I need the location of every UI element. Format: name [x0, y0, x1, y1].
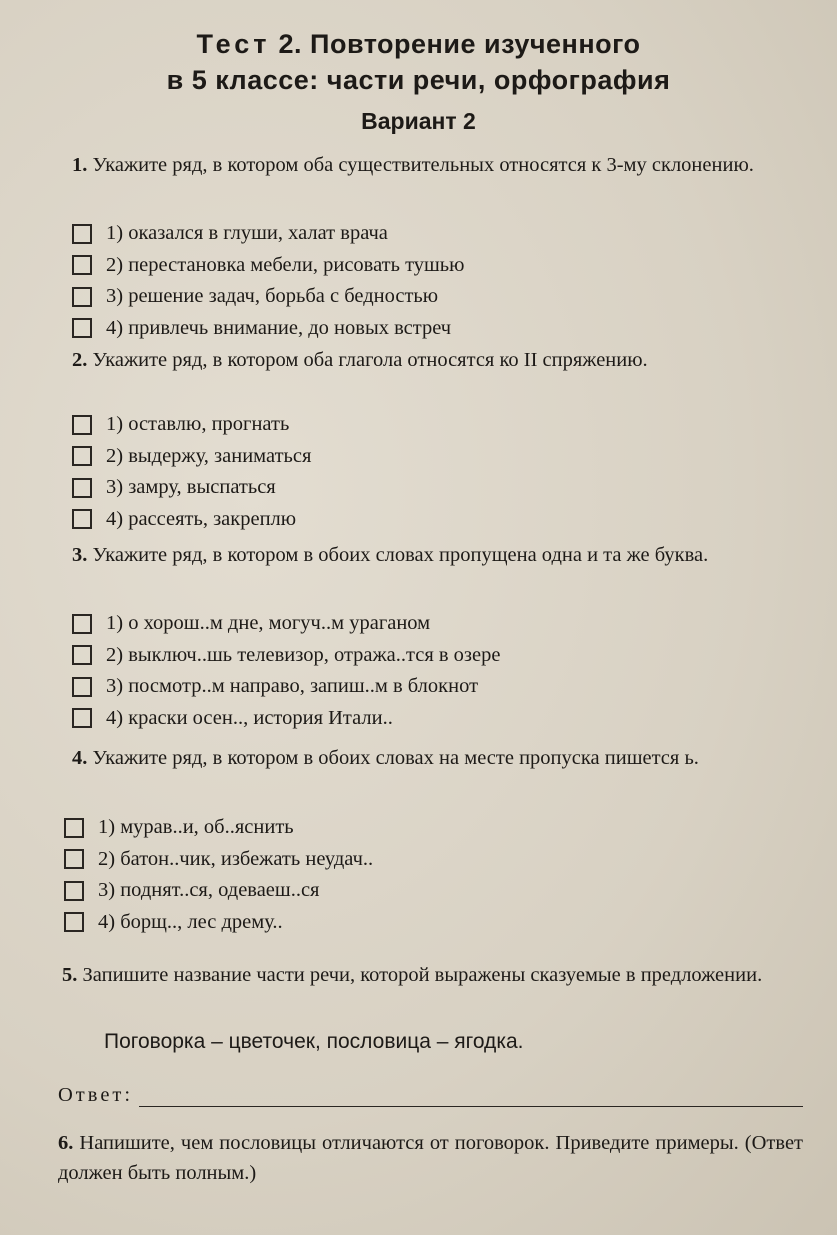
question-number: 2. — [72, 349, 88, 371]
checkbox[interactable] — [72, 478, 92, 498]
question-number: 1. — [72, 154, 88, 176]
answer-option[interactable]: 1) оказался в глуши, халат врача — [72, 218, 692, 250]
answer-field[interactable] — [58, 1084, 803, 1107]
answer-option[interactable]: 4) краски осен.., история Итали.. — [72, 703, 692, 735]
question-1 — [72, 150, 767, 180]
answer-line[interactable] — [139, 1088, 803, 1107]
answer-option[interactable]: 3) посмотр..м направо, запиш..м в блокнот — [72, 671, 692, 703]
question-1-options — [72, 218, 692, 344]
answer-option[interactable]: 4) привлечь внимание, до новых встреч — [72, 313, 692, 345]
answer-option[interactable]: 3) замру, выспаться — [72, 472, 692, 504]
answer-option[interactable]: 4) рассеять, закреплю — [72, 504, 692, 536]
answer-option[interactable]: 2) батон..чик, избежать неудач.. — [64, 844, 684, 876]
question-5 — [62, 960, 802, 990]
checkbox[interactable] — [64, 912, 84, 932]
question-text: Запишите название части речи, которой выражены сказуемые в предложении. — [82, 964, 763, 986]
answer-option[interactable]: 1) о хорош..м дне, могуч..м ураганом — [72, 608, 692, 640]
answer-option[interactable]: 2) выключ..шь телевизор, отража..тся в озере — [72, 640, 692, 672]
example-sentence: Поговорка – цветочек, пословица – ягодка. — [104, 1030, 524, 1053]
checkbox[interactable] — [72, 677, 92, 697]
answer-option[interactable]: 1) оставлю, прогнать — [72, 409, 692, 441]
question-text: Укажите ряд, в котором в обоих словах на месте пропуска пишется ь. — [92, 747, 699, 769]
question-2 — [72, 345, 767, 375]
checkbox[interactable] — [64, 818, 84, 838]
question-3-options — [72, 608, 692, 734]
question-6 — [58, 1128, 803, 1188]
answer-option[interactable]: 4) борщ.., лес дрему.. — [64, 907, 684, 939]
question-text: Напишите, чем пословицы отличаются от поговорок. Приведите примеры. (Ответ должен быть полным.) — [58, 1132, 804, 1184]
question-number: 4. — [72, 747, 88, 769]
question-number: 5. — [62, 964, 78, 986]
checkbox[interactable] — [72, 509, 92, 529]
question-2-options — [72, 409, 692, 535]
checkbox[interactable] — [64, 881, 84, 901]
question-4 — [72, 743, 767, 773]
checkbox[interactable] — [72, 318, 92, 338]
test-title — [0, 26, 837, 98]
question-text: Укажите ряд, в котором оба существительных относятся к 3-му склонению. — [92, 154, 754, 176]
answer-option[interactable]: 3) поднят..ся, одеваеш..ся — [64, 875, 684, 907]
checkbox[interactable] — [72, 446, 92, 466]
checkbox[interactable] — [72, 415, 92, 435]
question-text: Укажите ряд, в котором оба глагола относятся ко II спряжению. — [92, 349, 648, 371]
checkbox[interactable] — [72, 224, 92, 244]
question-text: Укажите ряд, в котором в обоих словах пропущена одна и та же буква. — [92, 544, 709, 566]
checkbox[interactable] — [72, 255, 92, 275]
answer-option[interactable]: 2) перестановка мебели, рисовать тушью — [72, 250, 692, 282]
checkbox[interactable] — [72, 287, 92, 307]
checkbox[interactable] — [72, 708, 92, 728]
title-line-2: в 5 классе: части речи, орфография — [166, 65, 671, 95]
title-line-1: Тест 2. Повторение изученного — [196, 29, 641, 59]
checkbox[interactable] — [72, 645, 92, 665]
variant-heading: Вариант 2 — [361, 108, 476, 134]
question-number: 3. — [72, 544, 88, 566]
checkbox[interactable] — [72, 614, 92, 634]
answer-label: Ответ: — [58, 1084, 134, 1106]
question-4-options — [64, 812, 684, 938]
question-3 — [72, 540, 767, 570]
answer-option[interactable]: 3) решение задач, борьба с бедностью — [72, 281, 692, 313]
answer-option[interactable]: 2) выдержу, заниматься — [72, 441, 692, 473]
question-number: 6. — [58, 1132, 74, 1154]
answer-option[interactable]: 1) мурав..и, об..яснить — [64, 812, 684, 844]
checkbox[interactable] — [64, 849, 84, 869]
